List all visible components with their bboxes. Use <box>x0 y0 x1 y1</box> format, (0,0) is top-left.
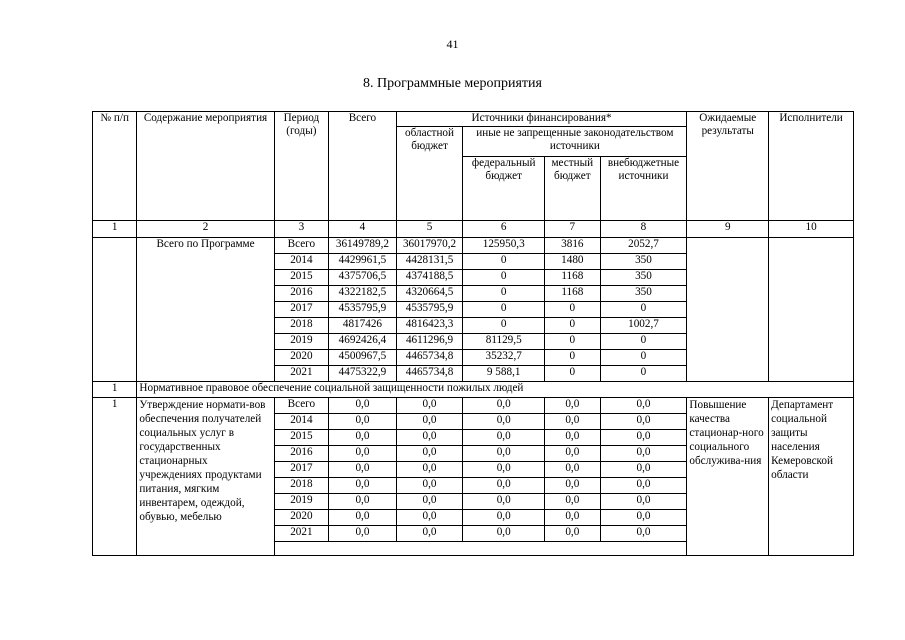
row-num <box>93 238 137 382</box>
cell-period: 2015 <box>274 430 328 446</box>
cell-local: 1480 <box>545 254 601 270</box>
column-number: 8 <box>600 221 687 238</box>
cell-total: 4692426,4 <box>329 334 397 350</box>
cell-period: 2019 <box>274 494 328 510</box>
cell-total: 0,0 <box>329 510 397 526</box>
cell-extra: 0 <box>600 334 687 350</box>
cell-local: 0,0 <box>545 446 601 462</box>
cell-extra: 350 <box>600 270 687 286</box>
column-numbers-row <box>93 221 854 238</box>
header-sources: Источники финансирования* <box>396 112 687 127</box>
cell-regional: 0,0 <box>396 526 463 542</box>
cell-regional: 4611296,9 <box>396 334 463 350</box>
cell-federal: 0,0 <box>463 430 545 446</box>
expected-cell <box>687 238 769 382</box>
cell-regional: 0,0 <box>396 398 463 414</box>
cell-total: 36149789,2 <box>329 238 397 254</box>
period-spacer <box>274 542 687 556</box>
cell-total: 4322182,5 <box>329 286 397 302</box>
cell-total: 4375706,5 <box>329 270 397 286</box>
cell-regional: 0,0 <box>396 430 463 446</box>
cell-federal: 0,0 <box>463 526 545 542</box>
cell-extra: 0,0 <box>600 430 687 446</box>
cell-federal: 0,0 <box>463 446 545 462</box>
program-measures-table <box>92 111 854 556</box>
measure-num: 1 <box>93 398 137 556</box>
header-federal: федеральный бюджет <box>463 157 545 221</box>
page-title: 8. Программные мероприятия <box>363 76 542 91</box>
section-row <box>93 382 854 398</box>
cell-regional: 0,0 <box>396 462 463 478</box>
column-number: 5 <box>396 221 463 238</box>
column-number: 6 <box>463 221 545 238</box>
cell-federal: 0,0 <box>463 510 545 526</box>
table-row <box>93 238 854 254</box>
cell-federal: 0 <box>463 254 545 270</box>
cell-local: 0,0 <box>545 414 601 430</box>
cell-extra: 0,0 <box>600 398 687 414</box>
table-row <box>93 398 854 414</box>
cell-period: 2016 <box>274 446 328 462</box>
header-extra: внебюджетные источники <box>600 157 687 221</box>
measure-executor: Департамент социальной защиты населения Кемеровской области <box>769 398 854 556</box>
cell-period: 2020 <box>274 350 328 366</box>
cell-federal: 0,0 <box>463 414 545 430</box>
cell-period: 2021 <box>274 526 328 542</box>
cell-local: 0,0 <box>545 510 601 526</box>
cell-extra: 0,0 <box>600 494 687 510</box>
cell-total: 4500967,5 <box>329 350 397 366</box>
cell-extra: 0,0 <box>600 462 687 478</box>
cell-local: 0,0 <box>545 430 601 446</box>
header-local: местный бюджет <box>545 157 601 221</box>
cell-local: 0 <box>545 350 601 366</box>
column-number: 1 <box>93 221 137 238</box>
header-period: Период (годы) <box>274 112 328 221</box>
cell-local: 0,0 <box>545 526 601 542</box>
cell-extra: 0 <box>600 366 687 382</box>
cell-period: 2015 <box>274 270 328 286</box>
cell-extra: 0,0 <box>600 414 687 430</box>
cell-period: 2020 <box>274 510 328 526</box>
cell-local: 0 <box>545 366 601 382</box>
cell-period: 2021 <box>274 366 328 382</box>
cell-federal: 0 <box>463 270 545 286</box>
cell-local: 0 <box>545 318 601 334</box>
cell-total: 0,0 <box>329 526 397 542</box>
cell-regional: 36017970,2 <box>396 238 463 254</box>
cell-period: 2018 <box>274 318 328 334</box>
cell-federal: 0,0 <box>463 398 545 414</box>
cell-total: 0,0 <box>329 414 397 430</box>
section-title: Нормативное правовое обеспечение социальной защищенности пожилых людей <box>137 382 854 398</box>
page-number: 41 <box>446 37 459 51</box>
header-num: № п/п <box>93 112 137 221</box>
cell-period: Всего <box>274 398 328 414</box>
cell-regional: 0,0 <box>396 446 463 462</box>
cell-federal: 0 <box>463 302 545 318</box>
cell-local: 0 <box>545 302 601 318</box>
cell-federal: 0,0 <box>463 478 545 494</box>
cell-local: 1168 <box>545 270 601 286</box>
cell-local: 3816 <box>545 238 601 254</box>
cell-total: 4475322,9 <box>329 366 397 382</box>
cell-regional: 0,0 <box>396 414 463 430</box>
cell-federal: 0,0 <box>463 494 545 510</box>
cell-regional: 0,0 <box>396 494 463 510</box>
cell-extra: 350 <box>600 286 687 302</box>
cell-regional: 0,0 <box>396 478 463 494</box>
cell-federal: 35232,7 <box>463 350 545 366</box>
cell-total: 4817426 <box>329 318 397 334</box>
cell-federal: 81129,5 <box>463 334 545 350</box>
cell-total: 4429961,5 <box>329 254 397 270</box>
cell-regional: 4428131,5 <box>396 254 463 270</box>
header-total: Всего <box>329 112 397 221</box>
cell-total: 0,0 <box>329 494 397 510</box>
measure-content: Утверждение нормати-вов обеспечения получателей социальных услуг в государственных стационарных учреждениях продуктами питания, мягким инвентарем, одеждой, обувью, мебелью <box>137 398 274 556</box>
cell-regional: 4465734,8 <box>396 350 463 366</box>
cell-extra: 350 <box>600 254 687 270</box>
cell-federal: 9 588,1 <box>463 366 545 382</box>
column-number: 4 <box>329 221 397 238</box>
cell-period: 2018 <box>274 478 328 494</box>
cell-period: 2016 <box>274 286 328 302</box>
cell-total: 0,0 <box>329 430 397 446</box>
cell-extra: 1002,7 <box>600 318 687 334</box>
program-total-label: Всего по Программе <box>137 238 274 382</box>
cell-period: 2017 <box>274 462 328 478</box>
column-number: 10 <box>769 221 854 238</box>
cell-regional: 4816423,3 <box>396 318 463 334</box>
cell-total: 0,0 <box>329 462 397 478</box>
cell-local: 0,0 <box>545 478 601 494</box>
measure-expected: Повышение качества стационар-ного социального обслужива-ния <box>687 398 769 556</box>
cell-period: 2017 <box>274 302 328 318</box>
cell-extra: 0,0 <box>600 526 687 542</box>
cell-period: 2014 <box>274 254 328 270</box>
cell-extra: 0 <box>600 302 687 318</box>
executors-cell <box>769 238 854 382</box>
cell-regional: 0,0 <box>396 510 463 526</box>
cell-local: 0 <box>545 334 601 350</box>
cell-period: Всего <box>274 238 328 254</box>
header-regional: областной бюджет <box>396 127 463 221</box>
cell-extra: 0,0 <box>600 478 687 494</box>
cell-local: 1168 <box>545 286 601 302</box>
cell-regional: 4535795,9 <box>396 302 463 318</box>
cell-federal: 0 <box>463 286 545 302</box>
cell-regional: 4374188,5 <box>396 270 463 286</box>
cell-federal: 125950,3 <box>463 238 545 254</box>
cell-period: 2014 <box>274 414 328 430</box>
column-number: 2 <box>137 221 274 238</box>
cell-federal: 0 <box>463 318 545 334</box>
column-number: 7 <box>545 221 601 238</box>
cell-total: 0,0 <box>329 398 397 414</box>
column-number: 3 <box>274 221 328 238</box>
section-num: 1 <box>93 382 137 398</box>
cell-extra: 0 <box>600 350 687 366</box>
cell-local: 0,0 <box>545 462 601 478</box>
cell-federal: 0,0 <box>463 462 545 478</box>
column-number: 9 <box>687 221 769 238</box>
cell-extra: 2052,7 <box>600 238 687 254</box>
cell-regional: 4465734,8 <box>396 366 463 382</box>
header-expected: Ожидаемые результаты <box>687 112 769 221</box>
cell-extra: 0,0 <box>600 446 687 462</box>
cell-period: 2019 <box>274 334 328 350</box>
cell-local: 0,0 <box>545 494 601 510</box>
header-executors: Исполнители <box>769 112 854 221</box>
cell-extra: 0,0 <box>600 510 687 526</box>
cell-total: 0,0 <box>329 446 397 462</box>
cell-local: 0,0 <box>545 398 601 414</box>
cell-total: 4535795,9 <box>329 302 397 318</box>
cell-total: 0,0 <box>329 478 397 494</box>
header-other-sources: иные не запрещенные законодательством источники <box>463 127 687 157</box>
cell-regional: 4320664,5 <box>396 286 463 302</box>
header-content: Содержание мероприятия <box>137 112 274 221</box>
